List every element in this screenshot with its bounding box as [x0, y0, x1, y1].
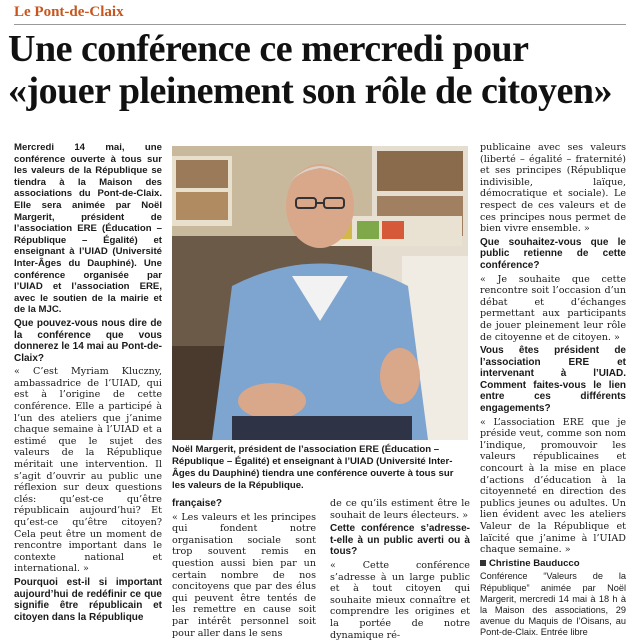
question-3: Cette conférence s’adresse-t-elle à un public averti ou à tous?: [330, 523, 470, 558]
column-3: [330, 498, 470, 643]
column-4: [480, 142, 626, 641]
top-rule: [14, 24, 626, 25]
headline-line-1: Une conférence ce mercredi pour: [8, 28, 529, 70]
question-2-end: française?: [172, 498, 223, 509]
photo-caption: Noël Margerit, président de l’association ERE (Éducation – République – Égalité) et enseignant à l’UIAD (Université Inter-Âges du Dauphiné) tiendra une conférence ouverte à tous sur les valeurs de la République.: [172, 444, 454, 491]
section-rubric: Le Pont-de-Claix: [14, 4, 124, 20]
question-1: Que pouvez-vous nous dire de la conférence que vous donnerez le 14 mai au Pont-de-Claix?: [14, 317, 162, 364]
answer-3-end: publicaine avec ses valeurs (liberté – égalité – fraternité) et ses principes (République indivisible, laïque, démocratique et sociale). Le respect de ces valeurs et de ces principes nous permet de bien vivre ensemble. »: [480, 142, 626, 235]
lead-paragraph: Mercredi 14 mai, une conférence ouverte à tous sur les valeurs de la République se tiendra à la Maison des associations du Pont-de-Claix. Elle sera animée par Noël Margerit, président de l’association ERE (Éducation – République – Égalité) et enseignant à l’UIAD (Université Inter-Âges du Dauphiné). Une conférence organisée par l’UIAD et l’association ERE, avec le soutien de la mairie et de la MJC.: [14, 142, 162, 316]
headline-line-2: «jouer pleinement son rôle de citoyen»: [8, 70, 613, 112]
question-2: Pourquoi est-il si important aujourd’hui de redéfinir ce que signifie être républicain et citoyen dans la République: [14, 576, 162, 623]
answer-2-end: de ce qu’ils estiment être le souhait de leurs électeurs. »: [330, 498, 470, 521]
column-2: [172, 498, 316, 641]
author-name: Christine Bauducco: [489, 557, 580, 569]
answer-2: « Les valeurs et les principes qui fondent notre organisation sociale sont trop souvent remis en question aussi bien par un certain nombre de nos concitoyens que par des élus qui peuvent être tentés de les remettre en cause soit par intérêt personnel soit pour aller dans le sens: [172, 511, 316, 639]
portrait-photo: [172, 146, 468, 440]
square-bullet-icon: [480, 560, 486, 566]
answer-4: « Je souhaite que cette rencontre soit l’occasion d’un débat et d’échanges permettant aux participants de jouer pleinement leur rôle de citoyenne et de citoyen. »: [480, 273, 626, 343]
headline: [8, 28, 638, 112]
answer-1: « C’est Myriam Kluczny, ambassadrice de l’UIAD, qui est à l’origine de cette conférence. Elle a participé à l’un des ateliers que j’anime chaque semaine à l’UIAD et a estimé que le sujet des valeurs de la République méritait une intervention. Il s’agit d’ouvrir au public une réflexion sur deux questions clés: qu’est-ce qu’être républicain aujourd’hui? Et qu’est-ce qu’être citoyen? Cela peut être un moment de rencontre important dans le contexte national et international. »: [14, 366, 162, 575]
answer-3: « Cette conférence s’adresse à un large public et à tout citoyen qui souhaite mieux connaître et comprendre les origines et la portée de notre dynamique ré-: [330, 559, 470, 641]
answer-5: « L’association ERE que je préside veut, comme son nom l’indique, promouvoir les valeurs républicaines et concourt à la mise en place d’actions d’éducation à la citoyenneté en direction des publics jeunes ou adultes. Un lien évident avec les ateliers Valeur de la République et laïcité que j’anime à l’UIAD chaque semaine. »: [480, 416, 626, 556]
author-byline: [480, 558, 626, 570]
photo-illustration: [172, 146, 468, 440]
question-5: Vous êtes président de l’association ERE et intervenant à l’UIAD. Comment faites-vous le lien entre ces différents engagements?: [480, 345, 626, 415]
question-4: Que souhaitez-vous que le public retienne de cette conférence?: [480, 236, 626, 271]
event-info: Conférence “Valeurs de la République” animée par Noël Margerit, mercredi 14 mai à 18 h à la Maison des associations, 29 avenue du Maquis de l’Oisans, au Pont-de-Claix. Entrée libre: [480, 571, 626, 638]
column-1: [14, 142, 162, 625]
